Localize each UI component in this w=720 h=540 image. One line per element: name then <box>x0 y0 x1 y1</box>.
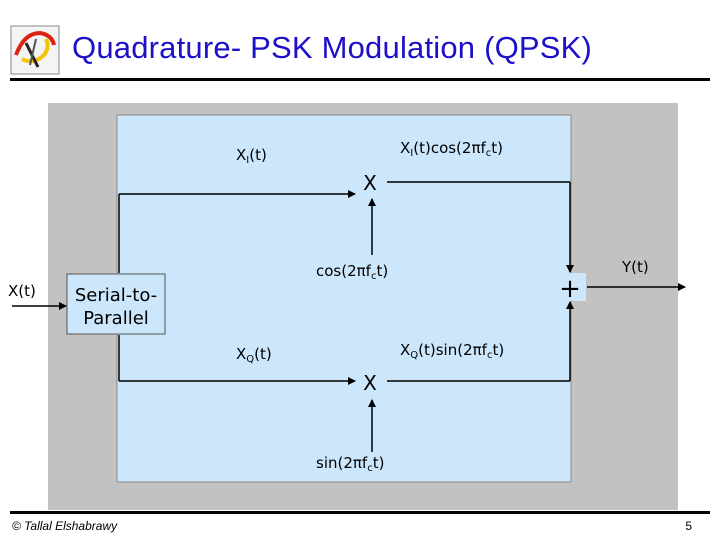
q-input-label: $X_Q(t)$ <box>236 345 272 365</box>
page-title: Quadrature- PSK Modulation (QPSK) <box>72 30 593 65</box>
q-multiplier-symbol: X <box>363 371 377 395</box>
modulator-panel <box>117 115 571 482</box>
i-output-label: $X_I(t)\cos(2\pi f_ct)$ <box>400 139 504 159</box>
converter-label-line1: Serial-to- <box>74 285 158 306</box>
i-multiplier-symbol: X <box>363 171 377 195</box>
output-signal-label: Y(t) <box>622 258 649 276</box>
converter-label-line2: Parallel <box>83 308 149 329</box>
page-number: 5 <box>685 519 692 533</box>
adder-symbol: + <box>559 274 581 304</box>
q-output-label: $X_Q(t)\sin(2\pi f_ct)$ <box>400 341 505 361</box>
i-carrier-label: $\cos(2\pi f_ct)$ <box>316 262 389 282</box>
q-carrier-label: $\sin(2\pi f_ct)$ <box>316 454 385 474</box>
input-signal-label: X(t) <box>8 282 36 300</box>
footer-divider <box>10 511 710 514</box>
footer-credit: © Tallal Elshabrawy <box>12 519 118 533</box>
i-input-label: $X_I(t)$ <box>236 146 267 166</box>
